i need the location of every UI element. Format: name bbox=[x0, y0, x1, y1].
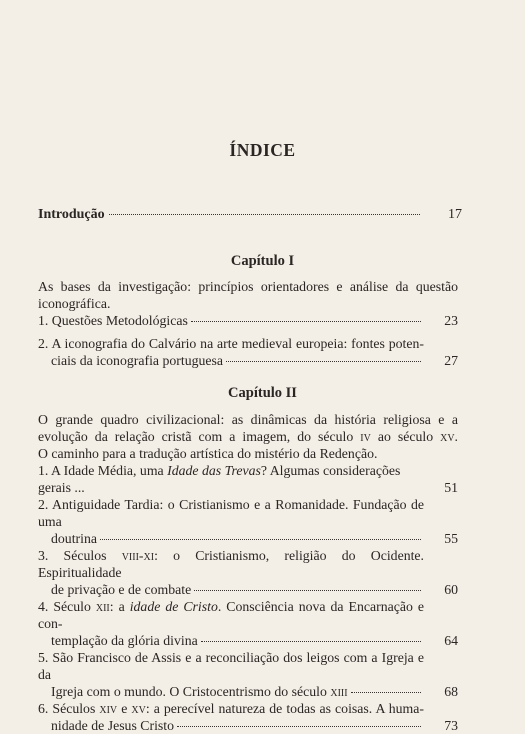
dot-leader bbox=[100, 539, 421, 540]
dot-leader bbox=[201, 641, 421, 642]
toc-entry-page: 55 bbox=[444, 531, 458, 546]
introduction-label: Introdução bbox=[38, 207, 105, 222]
chapter-2-intro-line: O grande quadro civilizacional: as dinâmicas da história religiosa e a bbox=[38, 412, 458, 427]
toc-entry-page: 27 bbox=[444, 353, 458, 368]
chapter-1-intro bbox=[38, 278, 458, 312]
toc-entry-page: 60 bbox=[444, 582, 458, 597]
toc-entry-text: ciais da iconografia portuguesa bbox=[51, 353, 224, 368]
chapter-2-intro-line: O caminho para a tradução artística do mistério da Redenção. bbox=[38, 446, 378, 461]
toc-entry-introduction bbox=[38, 207, 462, 223]
index-title: ÍNDICE bbox=[229, 140, 296, 160]
toc-entry bbox=[38, 335, 458, 369]
toc-entry-text: 2. A iconografia do Calvário na arte medieval europeia: fontes poten- bbox=[38, 336, 424, 351]
toc-entry-text: 1. Questões Metodológicas bbox=[38, 313, 188, 328]
chapter-2-section bbox=[38, 411, 458, 734]
toc-entry: 1. A Idade Média, uma Idade das Trevas? Algumas considerações gerais ... 51 bbox=[38, 463, 458, 495]
chapter-2-heading: Capítulo II bbox=[228, 385, 297, 401]
toc-entry: 5. São Francisco de Assis e a reconciliação dos leigos com a Igreja e da Igreja com o mundo. O Cristocentrismo do século xiii 68 bbox=[38, 650, 458, 699]
chapter-1-intro-line: iconográfica. bbox=[38, 296, 111, 311]
chapter-2-intro-line: evolução da relação cristã com a imagem, do século iv ao século xv. bbox=[38, 429, 458, 444]
toc-entry bbox=[38, 312, 458, 329]
dot-leader bbox=[109, 214, 420, 215]
toc-entry: 6. Séculos xiv e xv: a perecível natureza de todas as coisas. A huma- nidade de Jesus Cristo 73 bbox=[38, 701, 458, 733]
toc-entry: 2. Antiguidade Tardia: o Cristianismo e a Romanidade. Fundação de uma doutrina 55 bbox=[38, 497, 458, 546]
dot-leader bbox=[194, 590, 421, 591]
chapter-2-intro bbox=[38, 411, 458, 462]
dot-leader bbox=[351, 692, 421, 693]
toc-entry-page: 68 bbox=[444, 684, 458, 699]
toc-entry-page: 64 bbox=[444, 633, 458, 648]
dot-leader bbox=[226, 361, 421, 362]
introduction-page: 17 bbox=[448, 207, 462, 222]
dot-leader bbox=[191, 321, 421, 322]
dot-leader bbox=[177, 726, 421, 727]
toc-entry-page: 73 bbox=[444, 718, 458, 733]
chapter-1-heading: Capítulo I bbox=[230, 253, 295, 269]
toc-entry-page: 23 bbox=[444, 313, 458, 328]
chapter-1-section bbox=[38, 278, 458, 369]
toc-entry-page: 51 bbox=[444, 480, 458, 495]
toc-entry: 3. Séculos viii-xi: o Cristianismo, religião do Ocidente. Espiritualidade de privação e de combate 60 bbox=[38, 548, 458, 597]
toc-entry: 4. Século xii: a idade de Cristo. Consciência nova da Encarnação e con- templação da glória divina 64 bbox=[38, 599, 458, 648]
chapter-1-intro-line: As bases da investigação: princípios orientadores e análise da questão bbox=[38, 279, 458, 294]
